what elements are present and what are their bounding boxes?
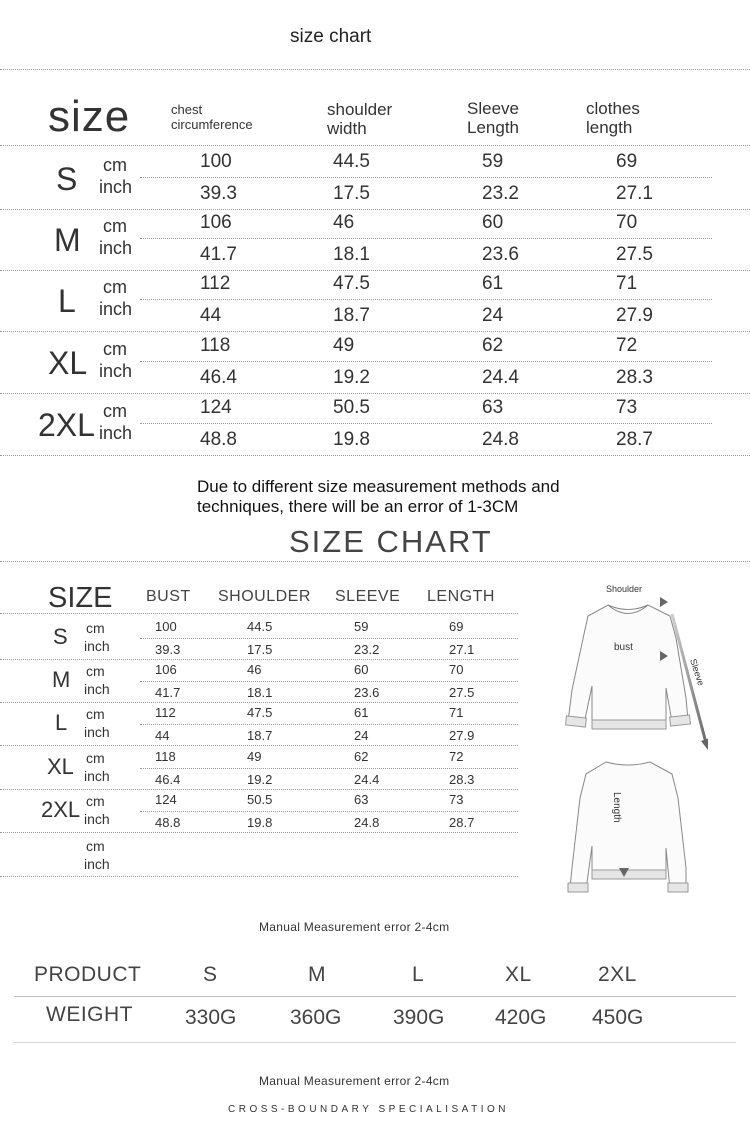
value-inch: 24.4 [482,367,519,388]
value-inch: 19.2 [333,367,370,388]
unit-cm: cm [103,339,127,359]
unit-cm: cm [86,620,105,636]
value-inch: 23.2 [354,642,380,657]
value-cm: 112 [155,705,176,720]
unit-inch: inch [84,811,110,827]
value-inch: 27.1 [616,183,653,204]
value-inch: 44 [155,728,170,743]
product-size: S [203,963,218,986]
divider [0,832,518,833]
divider [14,996,736,997]
measurement-note [197,477,560,517]
header-bust: BUST [146,588,191,605]
value-inch: 24.8 [482,429,519,450]
value-cm: 60 [482,212,504,233]
value-inch: 28.7 [449,815,475,830]
size-label-2-3: XL [47,754,74,779]
value-inch: 18.7 [333,305,370,326]
divider [140,238,712,239]
value-cm: 47.5 [333,273,370,294]
value-cm: 69 [616,151,638,172]
unit-inch: inch [84,681,110,697]
unit-cm: cm [86,663,105,679]
product-weight: 390G [393,1006,445,1029]
header-sleeve-line1: Sleeve [467,99,519,118]
value-inch: 18.1 [333,244,370,265]
size-label-2-1: M [52,667,71,692]
product-size: L [412,963,425,986]
sweater-back-icon [568,762,688,892]
sleeve-label: Sleeve [688,657,707,687]
garment-measurement-diagram [548,578,708,908]
size-label-1: M [54,222,81,258]
size-label-0: S [56,161,78,197]
divider [0,876,518,877]
unit-cm: cm [103,155,127,175]
header-shoulder [327,100,392,138]
unit-inch: inch [99,177,133,197]
value-inch: 44 [200,305,222,326]
value-cm: 61 [482,273,504,294]
value-inch: 48.8 [155,815,181,830]
unit-cm: cm [86,750,105,766]
value-cm: 49 [247,749,262,764]
header-length [586,99,640,137]
footer-brand-text: CROSS-BOUNDARY SPECIALISATION [228,1104,509,1115]
divider [0,393,750,394]
size-label-2-2: L [55,710,68,735]
unit-inch: inch [99,423,133,443]
value-inch: 23.6 [482,244,519,265]
divider [0,745,518,746]
divider [140,361,712,362]
divider [140,177,712,178]
value-cm: 71 [449,705,464,720]
divider [0,789,518,790]
value-cm: 50.5 [333,397,370,418]
value-inch: 17.5 [333,183,370,204]
value-inch: 27.5 [616,244,653,265]
value-cm: 62 [354,749,369,764]
unit-cm: cm [86,706,105,722]
unit-cm-empty-row: cm [86,838,105,854]
divider [140,768,518,769]
header-shoulder-line2: width [327,119,367,138]
header-chest-line1: chest [171,102,203,117]
size-label-2-0: S [53,624,68,649]
value-cm: 62 [482,335,504,356]
sweater-front-icon [566,605,691,729]
value-inch: 46.4 [155,772,181,787]
product-size: M [308,963,326,986]
unit-inch: inch [99,238,133,258]
product-weight: 360G [290,1006,342,1029]
value-cm: 73 [616,397,638,418]
value-inch: 41.7 [200,244,237,265]
value-inch: 23.2 [482,183,519,204]
unit-inch: inch [99,299,133,319]
value-inch: 24.4 [354,772,380,787]
unit-inch: inch [84,638,110,654]
value-cm: 59 [482,151,504,172]
value-inch: 19.2 [247,772,273,787]
value-inch: 39.3 [155,642,181,657]
value-cm: 61 [354,705,369,720]
divider [140,423,712,424]
divider [0,145,750,146]
value-inch: 24 [354,728,369,743]
value-inch: 23.6 [354,685,380,700]
header-sleeve [467,99,519,137]
value-cm: 46 [333,212,355,233]
header-length-line2: length [586,118,633,137]
value-inch: 27.1 [449,642,475,657]
size-header-2: SIZE [48,582,113,614]
value-inch: 48.8 [200,429,237,450]
value-inch: 19.8 [333,429,370,450]
size-chart-title: size chart [290,26,372,47]
divider [140,638,518,639]
value-cm: 106 [155,662,177,677]
size-label-2: L [58,283,76,319]
value-inch: 27.9 [616,305,653,326]
divider [0,561,750,562]
divider [0,455,750,456]
value-inch: 24 [482,305,504,326]
value-cm: 124 [155,792,177,807]
value-inch: 17.5 [247,642,273,657]
divider [140,724,518,725]
value-cm: 44.5 [247,619,273,634]
value-cm: 112 [200,273,231,294]
value-inch: 19.8 [247,815,273,830]
product-weight: 450G [592,1006,644,1029]
value-cm: 46 [247,662,262,677]
product-weight: 330G [185,1006,237,1029]
value-inch: 18.1 [247,685,273,700]
product-size: 2XL [598,963,637,986]
header-shoulder-line1: shoulder [327,100,393,119]
unit-cm: cm [103,401,127,421]
value-inch: 27.5 [449,685,475,700]
divider [0,270,750,271]
divider [0,659,518,660]
value-inch: 41.7 [155,685,181,700]
value-inch: 27.9 [449,728,475,743]
value-cm: 118 [155,749,176,764]
product-label: PRODUCT [34,963,142,986]
divider [0,69,750,70]
value-cm: 118 [200,335,231,356]
size-label-4: 2XL [38,407,95,443]
header-sleeve-2: SLEEVE [335,588,401,605]
header-chest [171,102,253,132]
measurement-error-note: Manual Measurement error 2-4cm [259,920,450,934]
value-cm: 72 [616,335,638,356]
value-cm: 50.5 [247,792,273,807]
unit-cm: cm [103,216,127,236]
header-sleeve-line2: Length [467,118,519,137]
header-length-2: LENGTH [427,588,495,605]
value-cm: 60 [354,662,369,677]
value-cm: 49 [333,335,355,356]
value-cm: 124 [200,397,232,418]
divider [0,613,518,614]
product-weight: 420G [495,1006,547,1029]
value-cm: 47.5 [247,705,273,720]
value-cm: 100 [155,619,177,634]
unit-cm: cm [103,277,127,297]
divider [140,681,518,682]
divider [14,1042,736,1043]
note-line1: Due to different size measurement methods and [197,477,560,496]
product-size: XL [505,963,532,986]
measurement-error-note-2: Manual Measurement error 2-4cm [259,1074,450,1088]
size-label-3: XL [48,345,88,381]
shoulder-label: Shoulder [606,584,643,594]
unit-inch: inch [84,724,110,740]
unit-cm: cm [86,793,105,809]
value-cm: 63 [482,397,504,418]
divider [140,811,518,812]
divider [0,209,750,210]
bust-label: bust [614,642,633,653]
header-length-line1: clothes [586,99,640,118]
divider [140,299,712,300]
value-cm: 100 [200,151,232,172]
size-chart-title-2: SIZE CHART [289,524,493,559]
unit-inch-empty-row: inch [84,856,110,872]
value-inch: 39.3 [200,183,237,204]
note-line2: techniques, there will be an error of 1-3CM [197,497,519,516]
value-cm: 44.5 [333,151,370,172]
value-cm: 71 [616,273,638,294]
divider [0,702,518,703]
length-label: Length [611,792,622,823]
value-cm: 59 [354,619,369,634]
header-chest-line2: circumference [171,117,253,132]
value-inch: 18.7 [247,728,273,743]
weight-label: WEIGHT [46,1003,133,1026]
value-inch: 46.4 [200,367,237,388]
value-inch: 28.7 [616,429,653,450]
value-inch: 24.8 [354,815,380,830]
value-inch: 28.3 [449,772,475,787]
value-cm: 69 [449,619,464,634]
value-cm: 106 [200,212,232,233]
unit-inch: inch [99,361,133,381]
value-cm: 72 [449,749,464,764]
unit-inch: inch [84,768,110,784]
value-cm: 70 [449,662,464,677]
value-cm: 63 [354,792,369,807]
value-cm: 73 [449,792,464,807]
value-inch: 28.3 [616,367,653,388]
size-header: size [48,92,131,141]
value-cm: 70 [616,212,638,233]
header-shoulder-2: SHOULDER [218,588,311,605]
size-label-2-4: 2XL [41,797,81,822]
divider [0,331,750,332]
